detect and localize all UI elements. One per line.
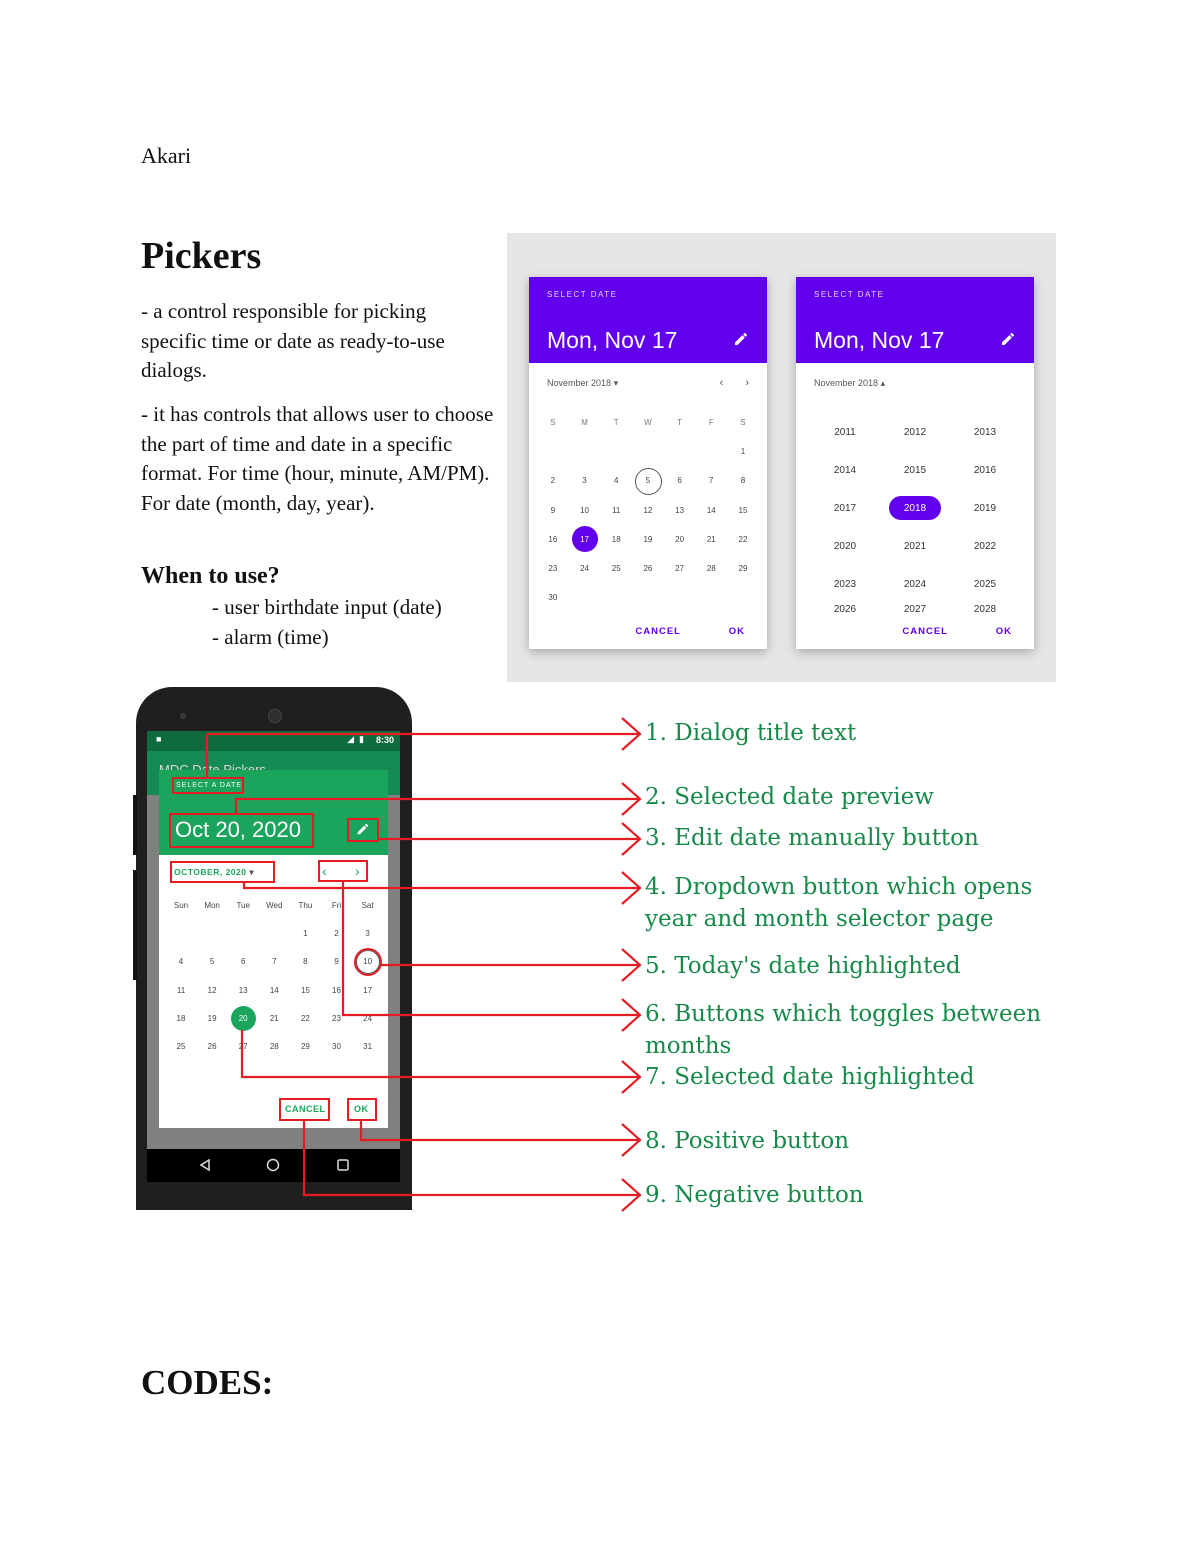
day-cell[interactable]: 2	[550, 476, 556, 486]
annotation-2: 2. Selected date preview	[645, 784, 934, 810]
day-cell[interactable]: 5	[632, 476, 664, 485]
year-cell[interactable]: 2023	[833, 578, 857, 590]
annotation-5: 5. Today's date highlighted	[645, 953, 961, 979]
year-cell[interactable]: 2012	[903, 427, 927, 439]
selected-date-preview: Mon, Nov 17	[547, 327, 678, 353]
annotation-8: 8. Positive button	[645, 1128, 850, 1154]
day-cell[interactable]: 26	[643, 564, 653, 574]
year-cell[interactable]: 2017	[833, 502, 857, 514]
month-label: OCTOBER, 2020	[174, 867, 247, 877]
weekday-label: F	[708, 418, 714, 428]
year-cell[interactable]: 2020	[833, 540, 857, 552]
annotation-7: 7. Selected date highlighted	[645, 1064, 975, 1090]
cancel-button[interactable]: CANCEL	[285, 1104, 326, 1114]
day-cell[interactable]: 8	[740, 476, 746, 486]
day-cell[interactable]: 29	[738, 564, 748, 574]
weekday-label: T	[613, 418, 619, 428]
year-cell[interactable]: 2014	[833, 465, 857, 477]
weekday-label: S	[740, 418, 746, 428]
day-cell[interactable]: 4	[613, 476, 619, 486]
day-cell[interactable]: 26	[207, 1042, 217, 1052]
day-cell[interactable]: 10	[363, 957, 373, 967]
dialog-title: SELECT DATE	[547, 290, 618, 299]
prev-month-icon[interactable]: ‹	[719, 377, 724, 389]
author-name: Akari	[141, 143, 192, 168]
annotation-1: 1. Dialog title text	[645, 720, 857, 746]
day-cell[interactable]: 15	[738, 505, 748, 515]
weekday-label: Mon	[204, 901, 220, 910]
day-cell[interactable]: 10	[580, 505, 589, 515]
year-cell[interactable]: 2025	[973, 578, 997, 590]
day-cell[interactable]: 17	[363, 985, 373, 995]
day-cell[interactable]: 19	[207, 1013, 217, 1023]
use-case-item: - alarm (time)	[212, 625, 329, 649]
day-cell[interactable]: 9	[550, 505, 556, 515]
day-cell[interactable]: 16	[548, 534, 558, 544]
selected-date-preview: Oct 20, 2020	[175, 817, 301, 842]
annotation-6: 6. Buttons which toggles between months	[645, 1001, 1042, 1059]
day-cell[interactable]: 15	[300, 985, 310, 995]
year-cell[interactable]: 2011	[834, 427, 856, 439]
day-cell[interactable]: 21	[706, 534, 716, 544]
weekday-label: W	[644, 418, 652, 428]
day-cell[interactable]: 18	[611, 534, 621, 544]
page-title: Pickers	[141, 235, 262, 277]
day-cell[interactable]: 24	[363, 1013, 373, 1023]
day-cell[interactable]: 22	[300, 1013, 310, 1023]
ok-button[interactable]: OK	[728, 626, 745, 637]
day-cell[interactable]: 21	[269, 1013, 279, 1023]
day-cell[interactable]: 28	[269, 1042, 279, 1052]
cancel-button[interactable]: CANCEL	[902, 626, 948, 637]
weekday-label: Fri	[331, 901, 342, 910]
year-cell[interactable]: 2016	[973, 465, 997, 477]
day-cell[interactable]: 13	[675, 505, 685, 515]
day-cell[interactable]: 20	[238, 1013, 248, 1023]
year-cell[interactable]: 2022	[973, 540, 997, 552]
dialog-title: SELECT DATE	[814, 290, 885, 299]
year-cell[interactable]: 2018	[880, 503, 950, 514]
day-cell[interactable]: 31	[363, 1042, 373, 1052]
day-cell[interactable]: 14	[706, 505, 716, 515]
day-cell[interactable]: 23	[548, 564, 558, 574]
android-icon: ■	[156, 734, 162, 744]
day-cell[interactable]: 6	[677, 476, 682, 486]
prev-month-icon[interactable]: ‹	[322, 863, 327, 879]
year-cell[interactable]: 2015	[903, 465, 927, 477]
day-cell[interactable]: 3	[365, 929, 370, 938]
day-cell[interactable]: 30	[332, 1042, 341, 1052]
day-cell[interactable]: 12	[643, 505, 653, 515]
day-cell[interactable]: 30	[548, 593, 558, 603]
year-cell[interactable]: 2024	[903, 578, 927, 590]
when-to-use-heading: When to use?	[141, 563, 280, 589]
next-month-icon[interactable]: ›	[745, 377, 749, 389]
controls-paragraph: - it has controls that allows user to choose the part of time and date in a specific format. For time (hour, minute, AM/PM). For date (month, day, year).	[141, 402, 494, 515]
month-label: November 2018	[814, 378, 879, 388]
signal-icon: ◢	[347, 734, 354, 744]
day-cell[interactable]: 29	[300, 1042, 310, 1052]
day-cell[interactable]: 4	[178, 957, 184, 967]
day-cell[interactable]: 2	[334, 929, 339, 938]
weekday-label: Sat	[361, 901, 374, 910]
weekday-label: Sun	[173, 901, 189, 910]
dropdown-arrow-icon: ▾	[613, 378, 619, 388]
day-cell[interactable]: 3	[582, 476, 587, 486]
day-cell[interactable]: 14	[269, 985, 279, 995]
weekday-label: Tue	[236, 901, 250, 910]
ok-button[interactable]: OK	[995, 626, 1012, 637]
day-cell[interactable]: 11	[612, 505, 621, 515]
day-cell[interactable]: 20	[675, 534, 685, 544]
day-cell[interactable]: 19	[643, 534, 653, 544]
day-cell[interactable]: 24	[580, 564, 589, 574]
day-cell[interactable]: 27	[675, 564, 685, 574]
dropdown-arrow-up-icon: ▴	[880, 378, 886, 388]
weekday-label: T	[677, 418, 683, 428]
day-cell[interactable]: 25	[611, 564, 621, 574]
day-cell[interactable]: 8	[303, 957, 308, 967]
next-month-icon[interactable]: ›	[355, 863, 360, 879]
day-cell[interactable]: 18	[176, 1013, 186, 1023]
day-cell[interactable]: 1	[740, 447, 746, 457]
day-cell[interactable]: 6	[240, 957, 246, 967]
weekday-label: M	[581, 418, 588, 428]
day-cell[interactable]: 22	[738, 534, 748, 544]
year-cell[interactable]: 2021	[903, 540, 927, 552]
day-cell[interactable]: 11	[176, 985, 186, 995]
year-cell[interactable]: 2013	[973, 427, 997, 439]
use-case-item: - user birthdate input (date)	[212, 595, 442, 619]
weekday-label: Thu	[298, 901, 313, 910]
year-cell[interactable]: 2027	[903, 604, 927, 616]
day-cell[interactable]: 17	[569, 535, 601, 544]
day-cell[interactable]: 16	[332, 985, 341, 995]
battery-icon: ▮	[359, 734, 364, 744]
day-cell[interactable]: 27	[238, 1042, 248, 1052]
dialog-title: SELECT A DATE	[176, 782, 243, 789]
ok-button[interactable]: OK	[354, 1104, 369, 1114]
month-label: November 2018	[547, 378, 612, 388]
dropdown-arrow-icon: ▾	[249, 867, 255, 877]
day-cell[interactable]: 9	[334, 957, 339, 967]
day-cell[interactable]: 28	[706, 564, 716, 574]
definition-paragraph: - a control responsible for picking specific time or date as ready-to-use dialogs.	[141, 299, 445, 382]
year-cell[interactable]: 2019	[973, 502, 997, 514]
annotation-4: 4. Dropdown button which opens year and month selector page	[645, 874, 1033, 932]
year-cell[interactable]: 2028	[973, 604, 997, 616]
year-cell[interactable]: 2026	[833, 604, 857, 616]
annotation-3: 3. Edit date manually button	[645, 825, 979, 851]
day-cell[interactable]: 1	[303, 929, 308, 938]
day-cell[interactable]: 7	[272, 957, 277, 967]
weekday-label: S	[550, 418, 556, 428]
day-cell[interactable]: 13	[238, 985, 248, 995]
annotation-9: 9. Negative button	[645, 1182, 864, 1208]
codes-heading: CODES:	[141, 1363, 274, 1402]
day-cell[interactable]: 5	[209, 957, 215, 967]
selected-date-preview: Mon, Nov 17	[814, 327, 945, 353]
day-cell[interactable]: 7	[709, 476, 714, 486]
weekday-label: Wed	[266, 901, 283, 910]
status-time: 8:30	[375, 735, 394, 745]
day-cell[interactable]: 23	[332, 1013, 341, 1023]
cancel-button[interactable]: CANCEL	[635, 626, 681, 637]
day-cell[interactable]: 12	[207, 985, 217, 995]
day-cell[interactable]: 25	[176, 1042, 186, 1052]
